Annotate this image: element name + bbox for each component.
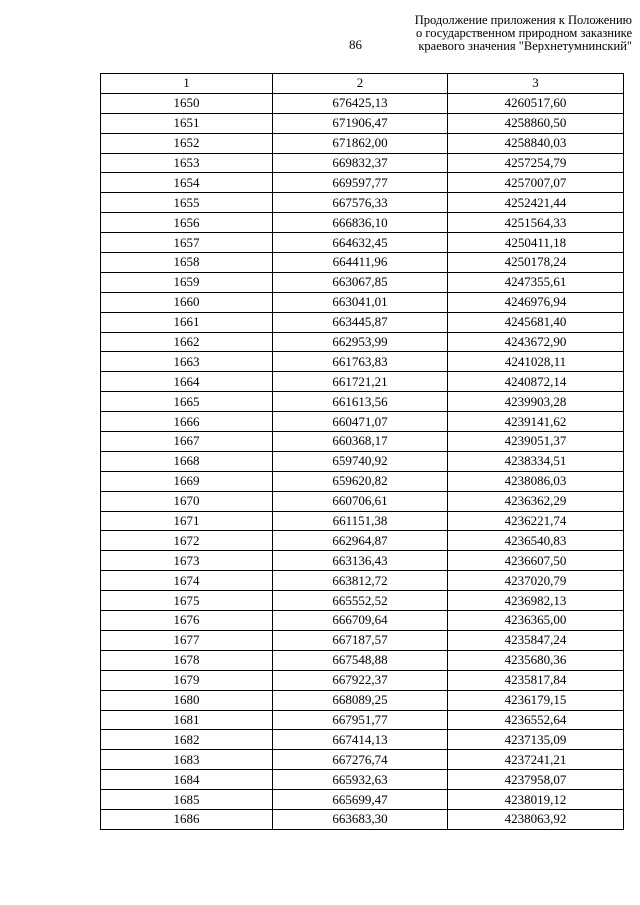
table-cell: 1659 — [101, 272, 273, 292]
table-row — [101, 233, 624, 253]
table-cell: 1679 — [101, 670, 273, 690]
table-row — [101, 790, 624, 810]
table-cell: 664411,96 — [273, 253, 448, 273]
table-cell: 663812,72 — [273, 571, 448, 591]
table-row — [101, 491, 624, 511]
table-cell: 4238063,92 — [448, 809, 624, 829]
table-cell: 662964,87 — [273, 531, 448, 551]
table-row — [101, 690, 624, 710]
table-cell: 1668 — [101, 451, 273, 471]
table-cell: 4237135,09 — [448, 730, 624, 750]
table-row — [101, 133, 624, 153]
table-header-row — [101, 74, 624, 94]
table-cell: 1685 — [101, 790, 273, 810]
table-cell: 4237958,07 — [448, 770, 624, 790]
table-cell: 4237020,79 — [448, 571, 624, 591]
table-cell: 1672 — [101, 531, 273, 551]
table-cell: 4238086,03 — [448, 471, 624, 491]
table-cell: 1650 — [101, 93, 273, 113]
table-cell: 664632,45 — [273, 233, 448, 253]
table-cell: 4236179,15 — [448, 690, 624, 710]
table-row — [101, 272, 624, 292]
table-cell: 1676 — [101, 611, 273, 631]
table-row — [101, 432, 624, 452]
table-cell: 667276,74 — [273, 750, 448, 770]
table-cell: 669597,77 — [273, 173, 448, 193]
table-cell: 665552,52 — [273, 591, 448, 611]
table-cell: 1663 — [101, 352, 273, 372]
table-cell: 4239141,62 — [448, 412, 624, 432]
table-row — [101, 292, 624, 312]
coordinates-table — [100, 73, 624, 830]
table-cell: 1681 — [101, 710, 273, 730]
table-cell: 665699,47 — [273, 790, 448, 810]
table-row — [101, 750, 624, 770]
table-cell: 4247355,61 — [448, 272, 624, 292]
table-cell: 662953,99 — [273, 332, 448, 352]
table-cell: 4239051,37 — [448, 432, 624, 452]
table-cell: 1657 — [101, 233, 273, 253]
table-cell: 661721,21 — [273, 372, 448, 392]
table-cell: 4260517,60 — [448, 93, 624, 113]
header-line: краевого значения "Верхнетумнинский" — [418, 39, 632, 53]
table-cell: 4250178,24 — [448, 253, 624, 273]
table-cell: 667922,37 — [273, 670, 448, 690]
table-row — [101, 153, 624, 173]
table-cell: 668089,25 — [273, 690, 448, 710]
column-header: 3 — [448, 74, 624, 94]
table-cell: 671862,00 — [273, 133, 448, 153]
table-cell: 660706,61 — [273, 491, 448, 511]
table-row — [101, 471, 624, 491]
table-cell: 4257254,79 — [448, 153, 624, 173]
table-cell: 4236552,64 — [448, 710, 624, 730]
table-cell: 4235817,84 — [448, 670, 624, 690]
table-cell: 1656 — [101, 213, 273, 233]
table-cell: 4252421,44 — [448, 193, 624, 213]
table-cell: 659620,82 — [273, 471, 448, 491]
column-header: 2 — [273, 74, 448, 94]
table-cell: 1666 — [101, 412, 273, 432]
table-cell: 4251564,33 — [448, 213, 624, 233]
table-row — [101, 551, 624, 571]
table-cell: 666836,10 — [273, 213, 448, 233]
table-cell: 1653 — [101, 153, 273, 173]
table-cell: 4258840,03 — [448, 133, 624, 153]
table-cell: 667187,57 — [273, 630, 448, 650]
table-cell: 4241028,11 — [448, 352, 624, 372]
table-cell: 1658 — [101, 253, 273, 273]
table-cell: 4240872,14 — [448, 372, 624, 392]
table-cell: 1683 — [101, 750, 273, 770]
appendix-header — [372, 14, 632, 53]
table-row — [101, 571, 624, 591]
table-cell: 667951,77 — [273, 710, 448, 730]
table-cell: 4258860,50 — [448, 113, 624, 133]
table-cell: 4246976,94 — [448, 292, 624, 312]
table-cell: 4235847,24 — [448, 630, 624, 650]
table-cell: 4236362,29 — [448, 491, 624, 511]
table-cell: 4236607,50 — [448, 551, 624, 571]
table-cell: 4257007,07 — [448, 173, 624, 193]
table-cell: 671906,47 — [273, 113, 448, 133]
table-cell: 661763,83 — [273, 352, 448, 372]
table-row — [101, 193, 624, 213]
table-cell: 1664 — [101, 372, 273, 392]
table-cell: 667548,88 — [273, 650, 448, 670]
table-cell: 660471,07 — [273, 412, 448, 432]
table-row — [101, 809, 624, 829]
table-cell: 1660 — [101, 292, 273, 312]
table-cell: 1661 — [101, 312, 273, 332]
table-cell: 1674 — [101, 571, 273, 591]
table-cell: 4236982,13 — [448, 591, 624, 611]
table-cell: 666709,64 — [273, 611, 448, 631]
table-cell: 4236221,74 — [448, 511, 624, 531]
table-cell: 663683,30 — [273, 809, 448, 829]
table-cell: 1671 — [101, 511, 273, 531]
table-cell: 665932,63 — [273, 770, 448, 790]
table-cell: 1673 — [101, 551, 273, 571]
table-row — [101, 531, 624, 551]
table-row — [101, 591, 624, 611]
table-row — [101, 670, 624, 690]
table-row — [101, 710, 624, 730]
table-cell: 663067,85 — [273, 272, 448, 292]
table-row — [101, 372, 624, 392]
table-cell: 667414,13 — [273, 730, 448, 750]
table-row — [101, 332, 624, 352]
table-cell: 1684 — [101, 770, 273, 790]
table-row — [101, 253, 624, 273]
table-row — [101, 650, 624, 670]
table-cell: 659740,92 — [273, 451, 448, 471]
table-cell: 4250411,18 — [448, 233, 624, 253]
table-cell: 1652 — [101, 133, 273, 153]
table-cell: 660368,17 — [273, 432, 448, 452]
table-cell: 1675 — [101, 591, 273, 611]
table-row — [101, 312, 624, 332]
column-header: 1 — [101, 74, 273, 94]
table-cell: 4238019,12 — [448, 790, 624, 810]
table-cell: 663041,01 — [273, 292, 448, 312]
table-cell: 1677 — [101, 630, 273, 650]
table-row — [101, 173, 624, 193]
header-line: о государственном природном заказнике — [416, 26, 632, 40]
table-cell: 669832,37 — [273, 153, 448, 173]
table-cell: 1651 — [101, 113, 273, 133]
table-cell: 1669 — [101, 471, 273, 491]
table-cell: 4243672,90 — [448, 332, 624, 352]
table-row — [101, 352, 624, 372]
table-cell: 1665 — [101, 392, 273, 412]
table-row — [101, 770, 624, 790]
table-row — [101, 392, 624, 412]
table-cell: 1678 — [101, 650, 273, 670]
table-row — [101, 113, 624, 133]
table-cell: 663445,87 — [273, 312, 448, 332]
table-cell: 4239903,28 — [448, 392, 624, 412]
table-row — [101, 611, 624, 631]
table-cell: 676425,13 — [273, 93, 448, 113]
table-cell: 667576,33 — [273, 193, 448, 213]
table-cell: 1654 — [101, 173, 273, 193]
table-cell: 4235680,36 — [448, 650, 624, 670]
table-cell: 1662 — [101, 332, 273, 352]
table-row — [101, 630, 624, 650]
table-cell: 661151,38 — [273, 511, 448, 531]
table-cell: 661613,56 — [273, 392, 448, 412]
table-row — [101, 451, 624, 471]
table-cell: 4238334,51 — [448, 451, 624, 471]
table-cell: 1680 — [101, 690, 273, 710]
table-cell: 4236365,00 — [448, 611, 624, 631]
header-line: Продолжение приложения к Положению — [414, 13, 632, 27]
table-row — [101, 412, 624, 432]
table-cell: 4236540,83 — [448, 531, 624, 551]
table-cell: 4237241,21 — [448, 750, 624, 770]
table-cell: 1686 — [101, 809, 273, 829]
table-row — [101, 213, 624, 233]
table-cell: 4245681,40 — [448, 312, 624, 332]
table-cell: 663136,43 — [273, 551, 448, 571]
table-cell: 1682 — [101, 730, 273, 750]
page-number: 86 — [349, 37, 362, 52]
table-row — [101, 93, 624, 113]
table-cell: 1670 — [101, 491, 273, 511]
table-cell: 1655 — [101, 193, 273, 213]
table-row — [101, 730, 624, 750]
table-cell: 1667 — [101, 432, 273, 452]
table-row — [101, 511, 624, 531]
